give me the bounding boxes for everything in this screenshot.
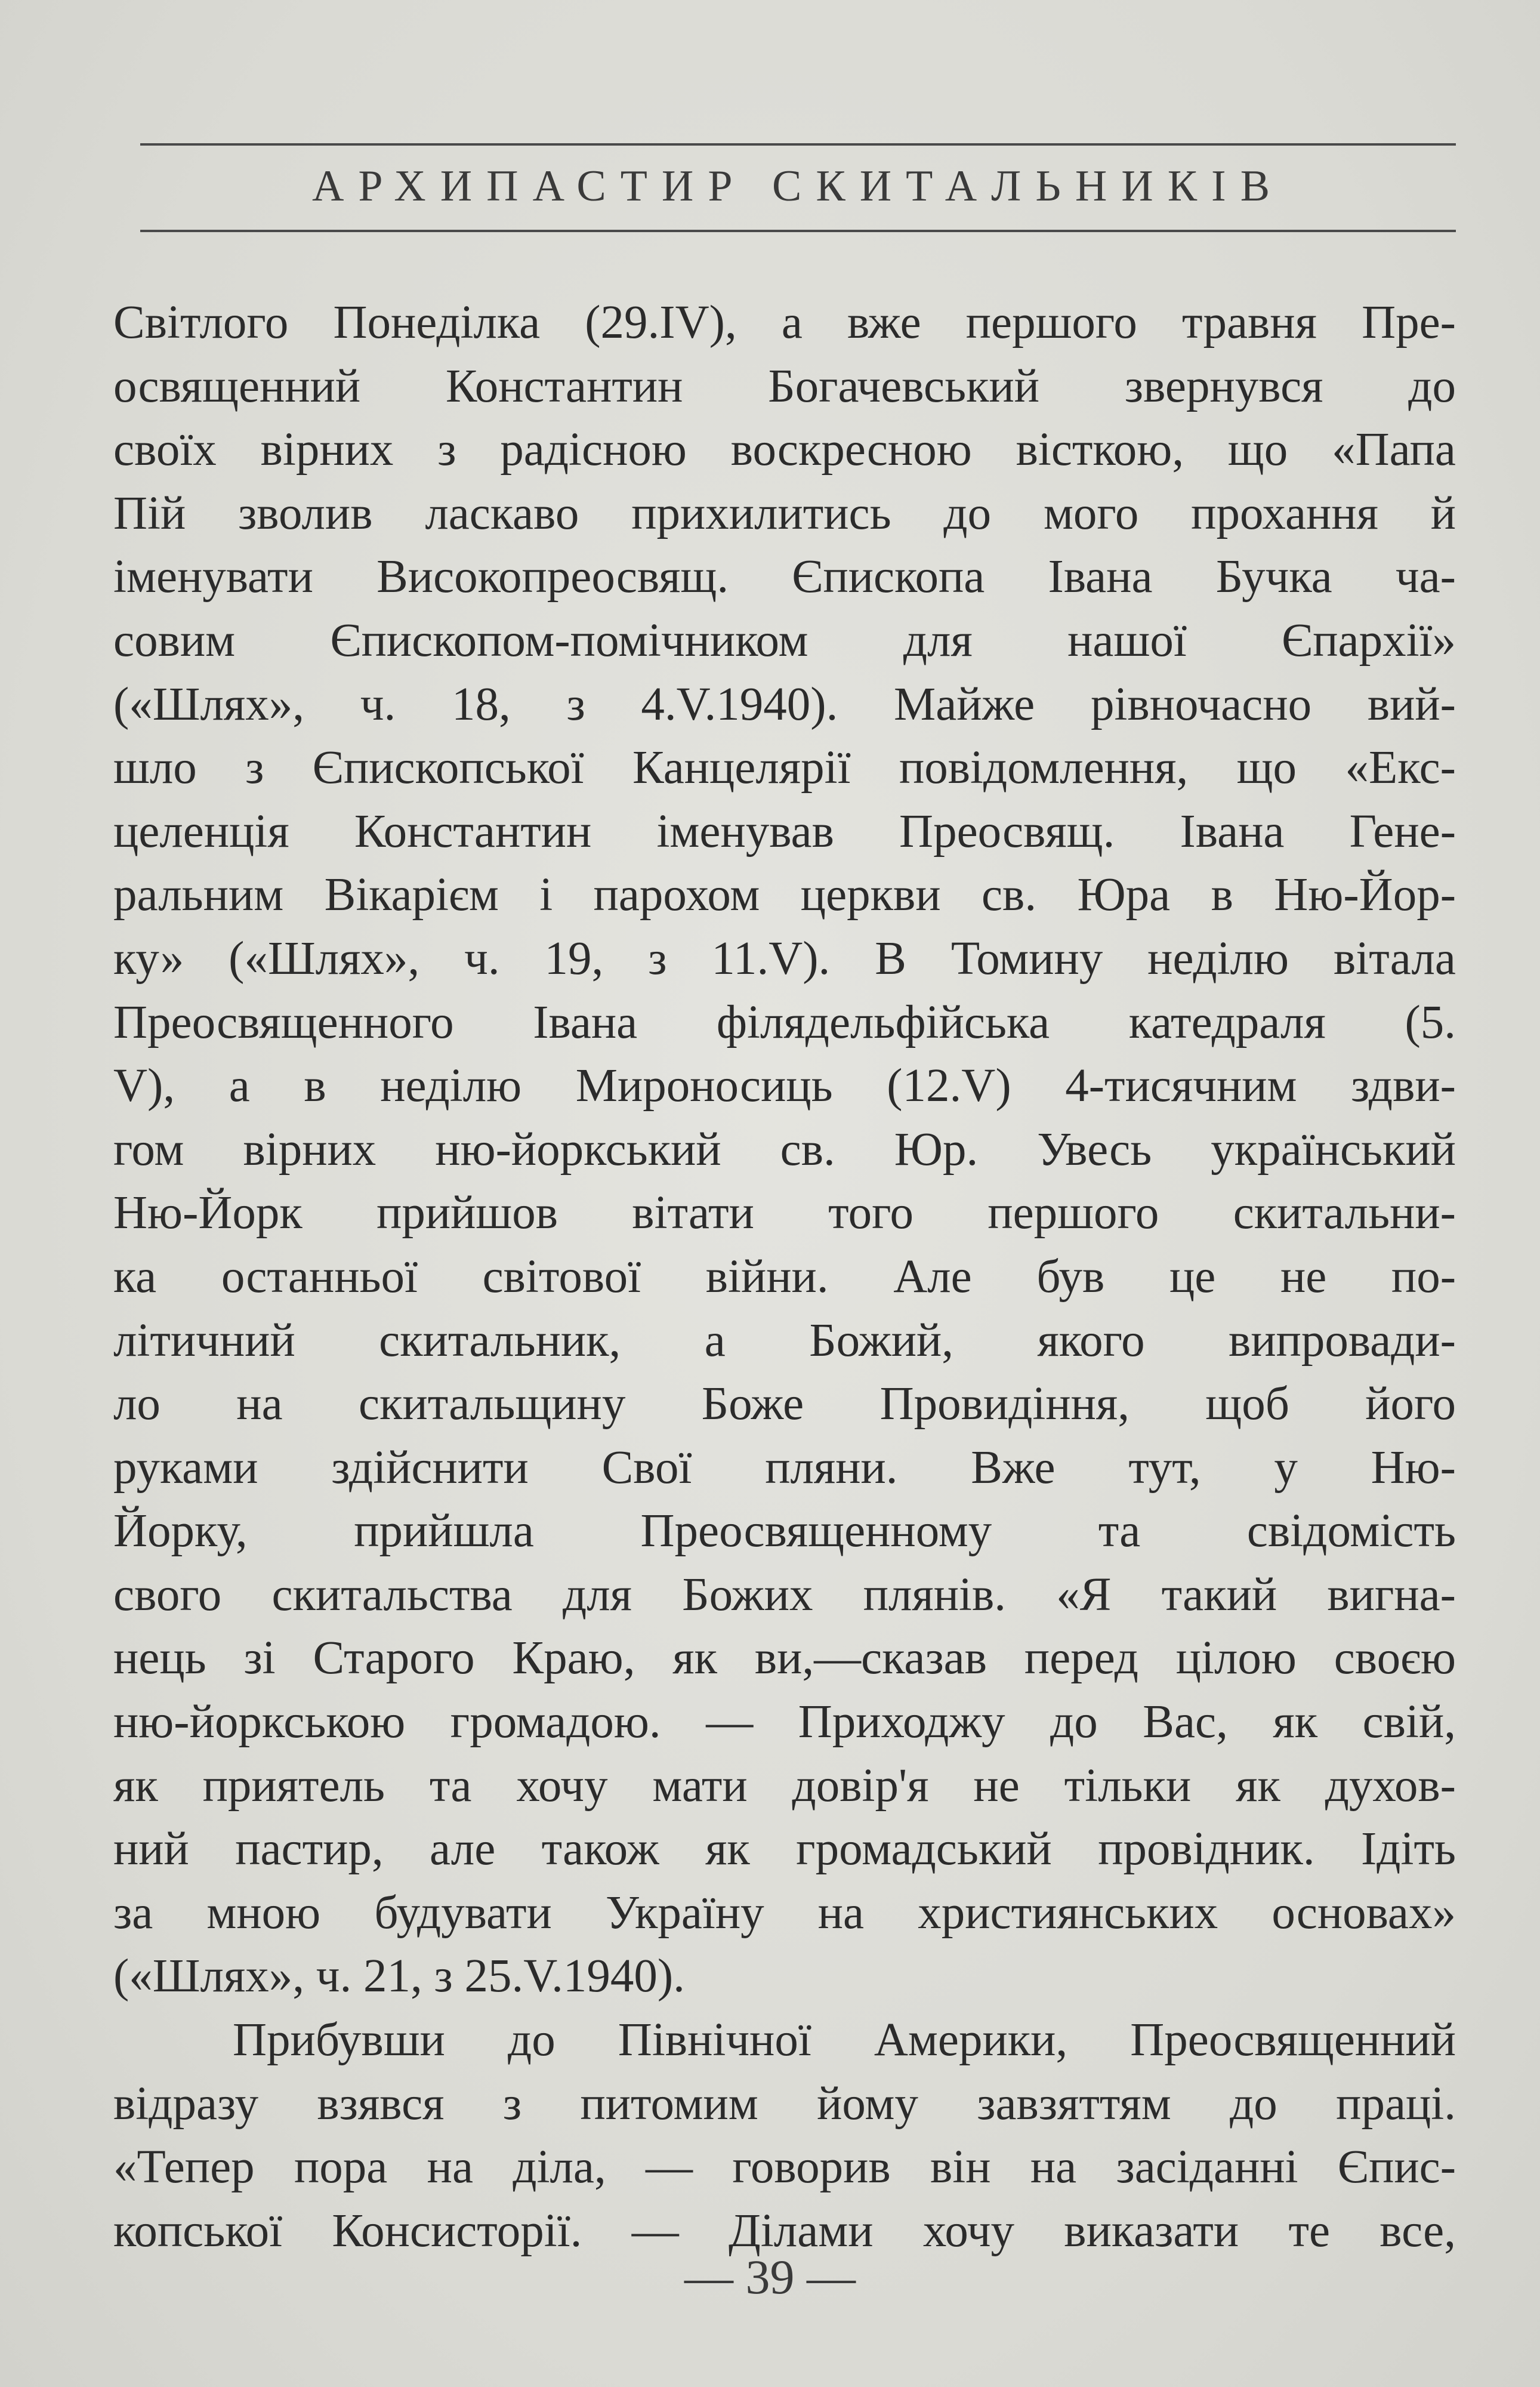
text-line: «Тепер пора на діла, — говорив він на засіданні Єпис- (113, 2141, 1456, 2194)
paragraph-2 (113, 2009, 1456, 2263)
text-line: іменувати Високопреосвящ. Єпископа Івана Бучка ча- (113, 551, 1456, 603)
text-line: за мною будувати Україну на християнських основах» (113, 1886, 1456, 1939)
text-line: Пій зволив ласкаво прихилитись до мого прохання й (113, 487, 1456, 539)
text-line: ральним Вікарієм і парохом церкви св. Юра в Ню-Йор- (113, 869, 1456, 921)
text-line: («Шлях», ч. 18, з 4.V.1940). Майже рівночасно вий- (113, 678, 1456, 730)
running-title: АРХИПАСТИР СКИТАЛЬНИКІВ (311, 162, 1285, 211)
text-line: ку» («Шлях», ч. 19, з 11.V). В Томину неділю вітала (113, 932, 1456, 985)
body-text (113, 291, 1456, 2263)
text-line: своїх вірних з радісною воскресною вісткою, що «Папа (113, 424, 1456, 476)
text-line: літичний скитальник, а Божий, якого випровади- (113, 1314, 1456, 1367)
header-rule-top (140, 143, 1456, 146)
text-line: відразу взявся з питомим йому завзяттям до праці. (113, 2077, 1456, 2130)
text-line: Йорку, прийшла Преосвященному та свідомість (113, 1505, 1456, 1558)
text-line: V), а в неділю Мироносиць (12.V) 4-тисячним здви- (113, 1060, 1456, 1112)
text-line: освященний Константин Богачевський звернувся до (113, 360, 1456, 412)
text-line: копської Консисторії. — Ділами хочу виказати те все, (113, 2204, 1456, 2257)
text-line: як приятель та хочу мати довір'я не тільки як духов- (113, 1759, 1456, 1812)
text-line: Світлого Понеділка (29.IV), а вже першого травня Пре- (113, 297, 1456, 349)
text-line: Преосвященного Івана філядельфійська катедраля (5. (113, 996, 1456, 1048)
text-line: шло з Єпископської Канцелярії повідомлення, що «Екс- (113, 742, 1456, 794)
text-line: руками здійснити Свої пляни. Вже тут, у Ню- (113, 1441, 1456, 1494)
text-line: гом вірних ню-йоркський св. Юр. Увесь український (113, 1123, 1456, 1176)
page-number: — 39 — (684, 2250, 856, 2304)
paragraph-1 (113, 291, 1456, 2009)
text-line: ню-йоркською громадою. — Приходжу до Вас, як свій, (113, 1696, 1456, 1748)
text-line: ний пастир, але також як громадський провідник. Ідіть (113, 1823, 1456, 1876)
text-line: целенція Константин іменував Преосвящ. Івана Гене- (113, 805, 1456, 858)
text-line: Ню-Йорк прийшов вітати того першого скитальни- (113, 1187, 1456, 1239)
text-line: ка останньої світової війни. Але був це не по- (113, 1250, 1456, 1303)
header-rule-bottom (140, 230, 1456, 232)
text-line: ло на скитальщину Боже Провидіння, щоб його (113, 1378, 1456, 1430)
text-line: совим Єпископом-помічником для нашої Єпархії» (113, 614, 1456, 667)
text-line: Прибувши до Північної Америки, Преосвященний (233, 2014, 1456, 2067)
text-line: свого скитальства для Божих плянів. «Я такий вигна- (113, 1568, 1456, 1621)
text-line: нець зі Старого Краю, як ви,—сказав перед цілою своєю (113, 1632, 1456, 1685)
text-line: («Шлях», ч. 21, з 25.V.1940). (113, 1950, 685, 2003)
